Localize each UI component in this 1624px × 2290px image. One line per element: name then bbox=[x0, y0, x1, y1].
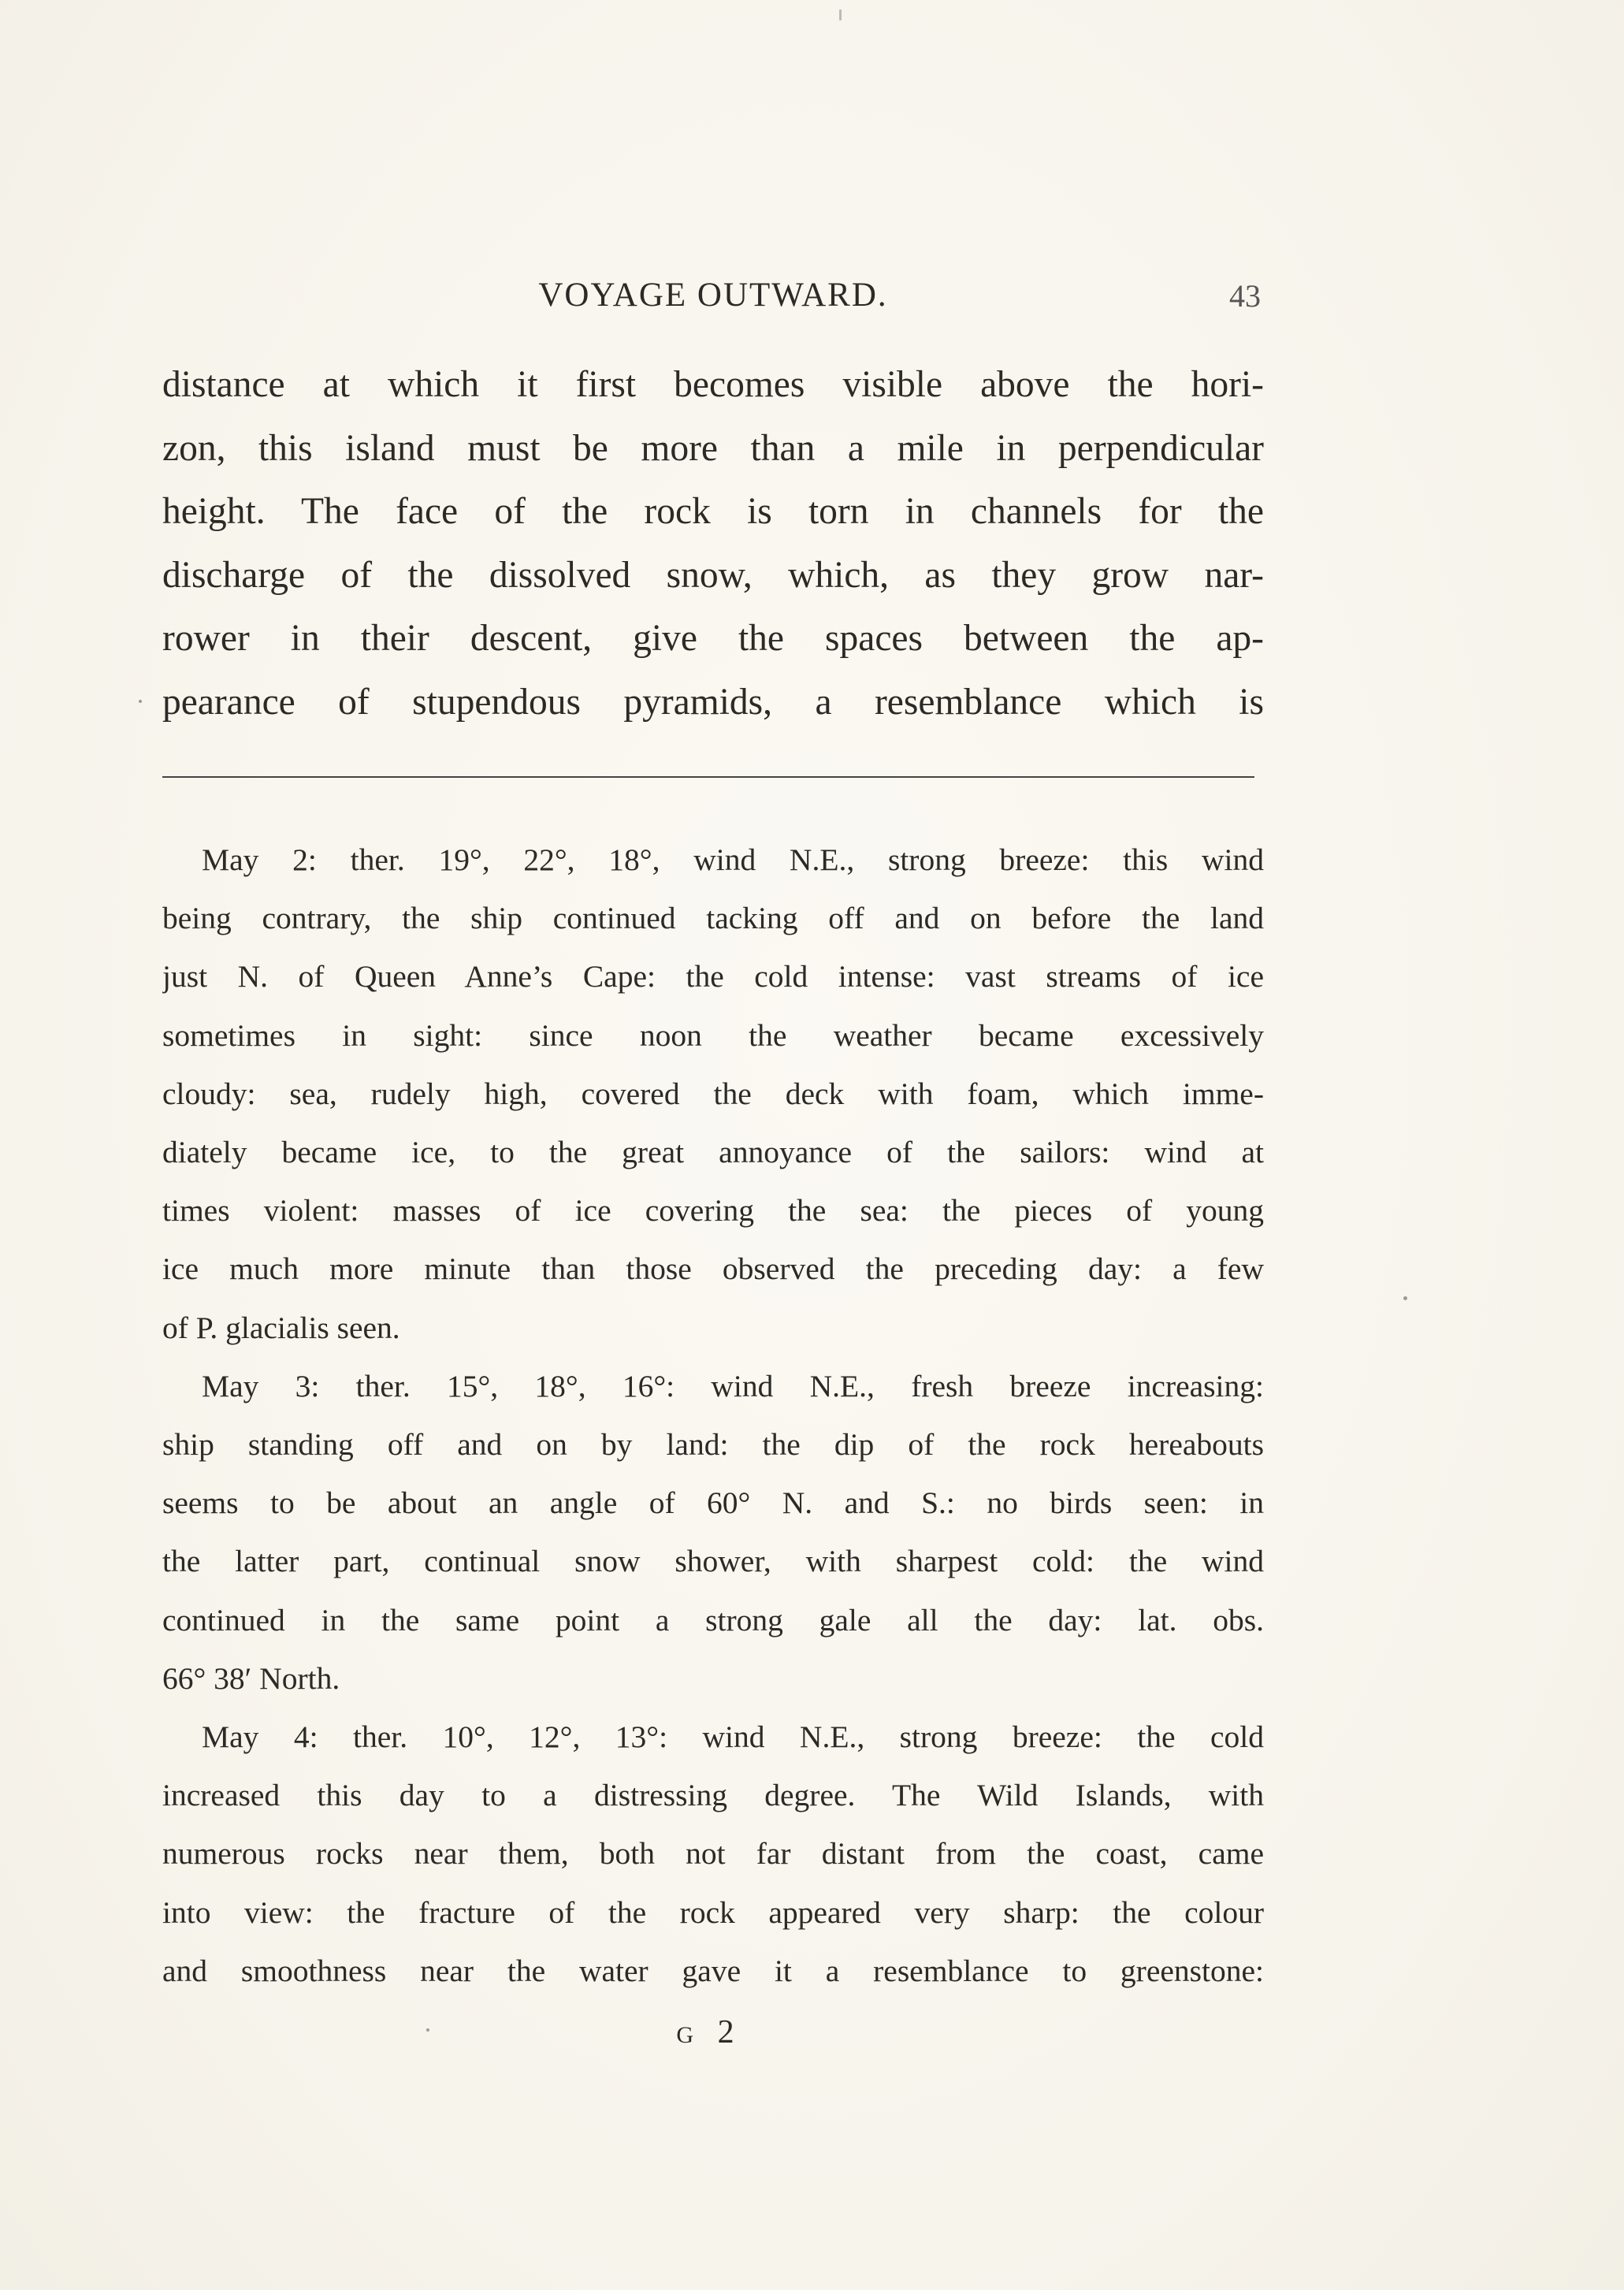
note-line: numerous rocks near them, both not far distant from the coast, came bbox=[162, 1836, 1264, 1872]
note-line: May 3: ther. 15°, 18°, 16°: wind N.E., fresh breeze increasing: bbox=[202, 1368, 1264, 1403]
note-line: continued in the same point a strong gale all the day: lat. obs. bbox=[162, 1602, 1264, 1638]
note-line: diately became ice, to the great annoyance of the sailors: wind at bbox=[162, 1135, 1264, 1170]
note-line: into view: the fracture of the rock appeared very sharp: the colour bbox=[162, 1894, 1264, 1930]
main-text-line: rower in their descent, give the spaces between the ap- bbox=[162, 618, 1264, 659]
signature-letter: G bbox=[676, 2022, 702, 2048]
note-line: and smoothness near the water gave it a resemblance to greenstone: bbox=[162, 1953, 1264, 1988]
paper-speck bbox=[139, 700, 142, 703]
signature-number: 2 bbox=[717, 2014, 742, 2050]
note-line: cloudy: sea, rudely high, covered the deck with foam, which imme- bbox=[162, 1076, 1264, 1111]
note-line: sometimes in sight: since noon the weather became excessively bbox=[162, 1017, 1264, 1053]
main-text-line: zon, this island must be more than a mile in perpendicular bbox=[162, 427, 1264, 469]
main-text-line: distance at which it first becomes visible above the hori- bbox=[162, 364, 1264, 405]
note-line: increased this day to a distressing degree. The Wild Islands, with bbox=[162, 1778, 1264, 1813]
signature-mark bbox=[670, 2013, 749, 2051]
running-head bbox=[162, 270, 1265, 325]
note-line: May 4: ther. 10°, 12°, 13°: wind N.E., strong breeze: the cold bbox=[202, 1719, 1264, 1755]
note-line: the latter part, continual snow shower, with sharpest cold: the wind bbox=[162, 1544, 1264, 1579]
main-text bbox=[162, 353, 1264, 734]
footnote-rule bbox=[162, 776, 1254, 778]
note-line: just N. of Queen Anne’s Cape: the cold intense: vast streams of ice bbox=[162, 959, 1264, 994]
note-line: times violent: masses of ice covering the sea: the pieces of young bbox=[162, 1193, 1264, 1229]
note-line: 66° 38′ North. bbox=[162, 1660, 340, 1696]
page-number: 43 bbox=[1229, 278, 1261, 314]
note-line: ship standing off and on by land: the dip of the rock hereabouts bbox=[162, 1427, 1264, 1463]
paper-speck bbox=[839, 9, 842, 20]
note-line: May 2: ther. 19°, 22°, 18°, wind N.E., strong breeze: this wind bbox=[202, 842, 1264, 877]
running-title: VOYAGE OUTWARD. bbox=[538, 277, 888, 314]
main-text-line: height. The face of the rock is torn in channels for the bbox=[162, 491, 1264, 532]
note-line: seems to be about an angle of 60° N. and S.: no birds seen: in bbox=[162, 1485, 1264, 1521]
paper-speck bbox=[426, 2028, 429, 2032]
note-line: of P. glacialis seen. bbox=[162, 1310, 400, 1345]
main-text-line: discharge of the dissolved snow, which, as they grow nar- bbox=[162, 554, 1264, 596]
main-text-line: pearance of stupendous pyramids, a resemblance which is bbox=[162, 681, 1264, 723]
paper-speck bbox=[1403, 1296, 1407, 1300]
note-line: ice much more minute than those observed the preceding day: a few bbox=[162, 1251, 1264, 1287]
journal-notes bbox=[162, 831, 1264, 2000]
note-line: being contrary, the ship continued tacking off and on before the land bbox=[162, 901, 1264, 936]
